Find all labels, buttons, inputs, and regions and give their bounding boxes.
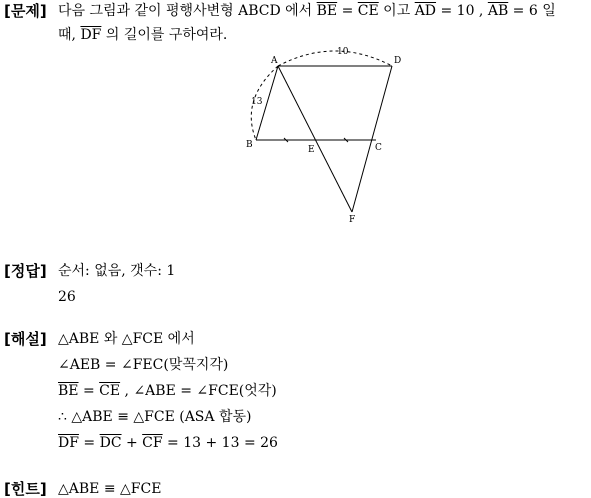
explanation-line-1: △ABE 와 △FCE 에서 xyxy=(58,331,195,347)
segment-dc: $\overline{DC}$ xyxy=(99,435,122,451)
point-b-label: B xyxy=(246,140,253,150)
line-aef xyxy=(278,66,352,212)
explanation-line-4: ∴ △ABE ≡ △FCE (ASA 합동) xyxy=(58,409,252,425)
answer-line-1: 순서: 없음, 갯수: 1 xyxy=(58,263,176,279)
answer-label: [정답] xyxy=(4,262,47,280)
segment-ce: $\overline{CE}$ xyxy=(99,383,121,399)
problem-line-2: 때, $\overline{DF}$ 의 길이를 구하여라. xyxy=(58,27,228,43)
segment-df: $\overline{DF}$ xyxy=(80,27,102,43)
segment-be: $\overline{BE}$ xyxy=(316,3,338,19)
arc-ad xyxy=(278,51,392,66)
explanation-label: [해설] xyxy=(4,330,47,348)
segment-ce: $\overline{CE}$ xyxy=(357,3,379,19)
segment-ab: $\overline{AB}$ xyxy=(487,3,509,19)
explanation-line-3: $\overline{BE} = \overline{CE}$ , ∠ABE = ∠FCE(엇각) xyxy=(58,383,277,399)
side-dcf xyxy=(352,66,392,212)
point-e-label: E xyxy=(308,145,315,155)
segment-be: $\overline{BE}$ xyxy=(58,383,79,399)
problem-line-1: 다음 그림과 같이 평행사변형 ABCD 에서 $\overline{BE} = \overline{CE}$ 이고 $\overline{AD} = 10$ , $\overline{AB} = 6$ 일 xyxy=(58,3,556,19)
problem-label: [문제] xyxy=(4,2,47,20)
point-d-label: D xyxy=(394,56,402,66)
hint-line-1: △ABE ≡ △FCE xyxy=(58,481,162,497)
explanation-line-5: $\overline{DF} = \overline{DC} + \overline{CF} = 13 + 13 = 26$ xyxy=(58,435,278,451)
segment-df: $\overline{DF}$ xyxy=(58,435,79,451)
length-label-ad: 10 xyxy=(337,47,349,57)
point-c-label: C xyxy=(375,143,382,153)
hint-label: [힌트] xyxy=(4,480,47,498)
length-label-ab: 13 xyxy=(251,97,263,107)
segment-ad: $\overline{AD}$ xyxy=(414,3,437,19)
point-f-label: F xyxy=(349,215,356,225)
segment-cf: $\overline{CF}$ xyxy=(142,435,163,451)
answer-line-2: 26 xyxy=(58,289,76,305)
explanation-line-2: ∠AEB = ∠FEC(맞꼭지각) xyxy=(58,357,229,373)
point-a-label: A xyxy=(271,56,278,66)
